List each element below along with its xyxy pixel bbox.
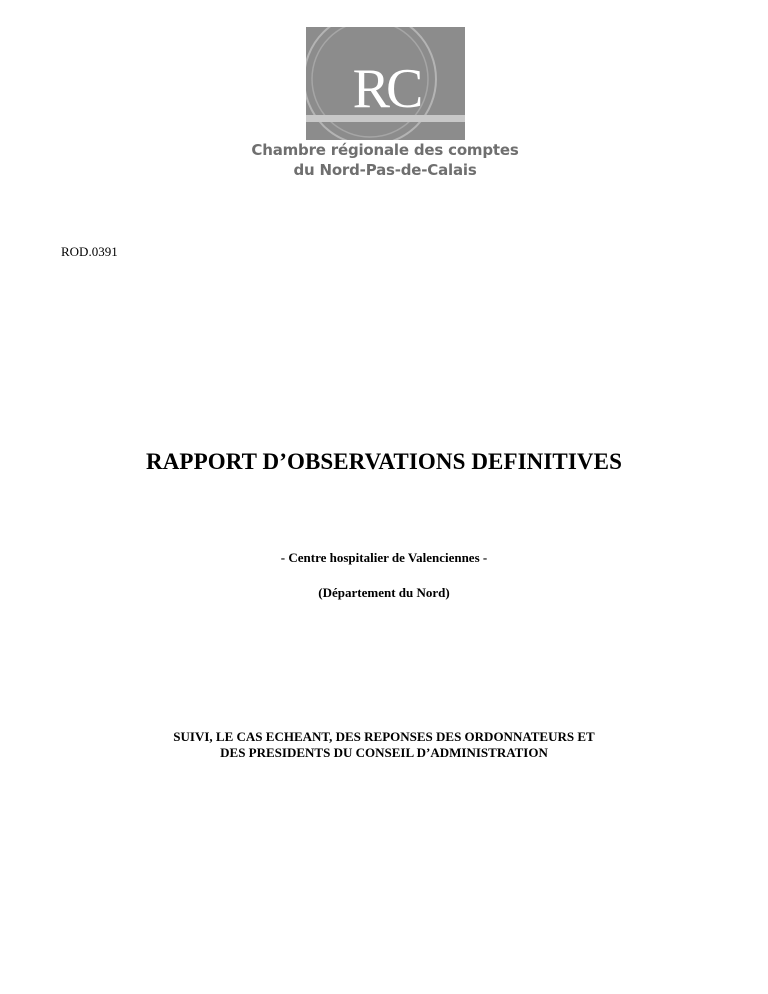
- org-name-line1: Chambre régionale des comptes: [251, 141, 519, 159]
- org-name-line2: du Nord-Pas-de-Calais: [293, 161, 477, 179]
- department-name: (Département du Nord): [318, 585, 450, 600]
- logo-letters: RC: [352, 58, 420, 120]
- footer-line-2: DES PRESIDENTS DU CONSEIL D’ADMINISTRATION: [220, 745, 548, 760]
- document-title: RAPPORT D’OBSERVATIONS DEFINITIVES: [146, 449, 622, 474]
- document-reference: ROD.0391: [61, 244, 118, 259]
- footer-line-1: SUIVI, LE CAS ECHEANT, DES REPONSES DES ORDONNATEURS ET: [173, 729, 595, 744]
- entity-name: - Centre hospitalier de Valenciennes -: [280, 550, 488, 565]
- crc-logo-icon: [306, 27, 465, 140]
